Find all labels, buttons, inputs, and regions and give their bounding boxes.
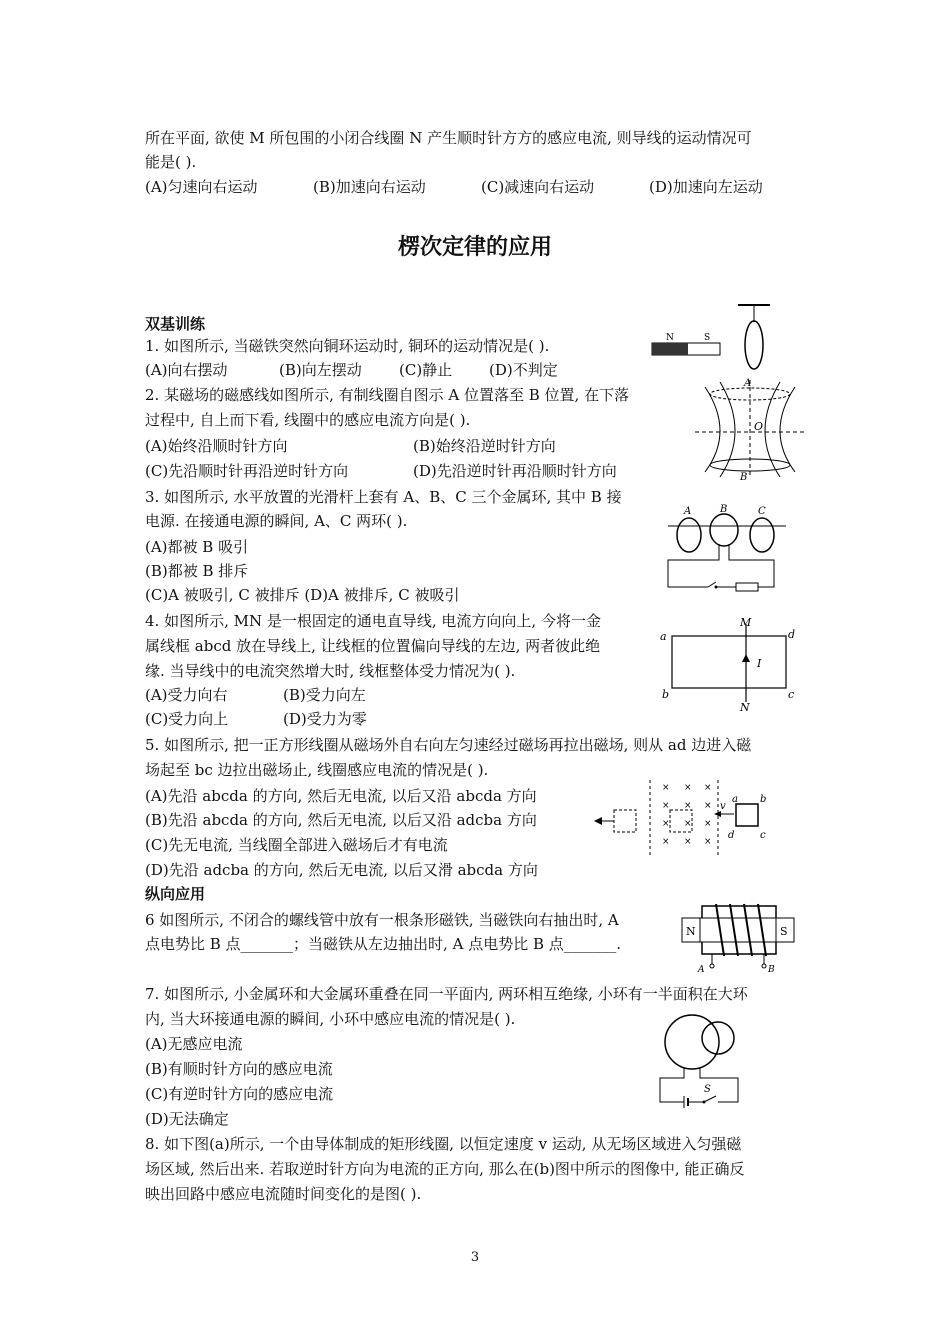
svg-text:I: I [757,657,762,670]
q3-option-b: (B)都被 B 排斥 [145,562,249,580]
q3-option-cd: (C)A 被吸引, C 被排斥 (D)A 被排斥, C 被吸引 [145,586,460,604]
q2-option-c: (C)先沿顺时针再沿逆时针方向 [145,462,349,480]
q2-line-1: 2. 某磁场的磁感线如图所示, 有制线圈自图示 A 位置落至 B 位置, 在下落 [145,386,630,404]
svg-text:×: × [662,783,670,793]
q4-options-row-2 [145,707,367,731]
svg-text:N: N [666,333,674,343]
q8-line-3: 映出回路中感应电流随时间变化的是图( ). [145,1185,422,1203]
svg-text:c: c [760,830,766,841]
q7-option-b: (B)有顺时针方向的感应电流 [145,1060,333,1078]
svg-text:O: O [754,420,764,433]
svg-text:c: c [788,688,795,701]
svg-text:a: a [660,630,667,643]
q3-option-a: (A)都被 B 吸引 [145,538,249,556]
q4-line-2: 属线框 abcd 放在导线上, 让线框的位置偏向导线的左边, 两者彼此绝 [145,637,601,655]
svg-text:×: × [662,819,670,829]
q1-option-b: (B)向左摆动 [279,361,362,379]
svg-text:S: S [780,925,788,938]
q6-line-1: 6 如图所示, 不闭合的螺线管中放有一根条形磁铁, 当磁铁向右抽出时, A [145,911,619,929]
q5-option-d: (D)先沿 adcba 的方向, 然后无电流, 以后又滑 abcda 方向 [145,861,538,879]
page-title: 楞次定律的应用 [397,235,552,260]
q5-option-b: (B)先沿 abcda 的方向, 然后无电流, 以后又沿 adcba 方向 [145,811,537,829]
q4-option-b: (B)受力向左 [283,686,366,704]
q4-options-row-1 [145,683,366,707]
svg-text:×: × [704,801,712,811]
q6-line-2: 点电势比 B 点_______；当磁铁从左边抽出时, A 点电势比 B 点_______. [145,935,622,953]
q5-option-a: (A)先沿 abcda 的方向, 然后无电流, 以后又沿 abcda 方向 [145,787,537,805]
svg-text:B: B [720,504,728,515]
q5-magnetic-field-figure [590,776,775,860]
svg-text:b: b [662,688,670,701]
section-heading-1: 双基训练 [145,315,206,333]
q1-option-c: (C)静止 [399,361,453,379]
q4-option-d: (D)受力为零 [283,710,367,728]
q2-option-d: (D)先沿逆时针再沿顺时针方向 [413,462,617,480]
section-heading-2: 纵向应用 [145,885,206,903]
intro-options [145,175,763,199]
q7-rings-figure [654,1010,744,1110]
svg-text:C: C [758,506,766,517]
svg-text:×: × [684,837,692,847]
page-number: 3 [470,1250,480,1265]
q4-option-c: (C)受力向上 [145,710,229,728]
q7-line-1: 7. 如图所示, 小金属环和大金属环重叠在同一平面内, 两环相互绝缘, 小环有一半面积在大环 [145,985,748,1003]
svg-text:A: A [744,378,752,389]
svg-text:B: B [768,965,775,974]
q1-stem: 1. 如图所示, 当磁铁突然向铜环运动时, 铜环的运动情况是( ). [145,337,550,355]
svg-text:v: v [720,801,726,812]
svg-text:N: N [686,925,696,938]
q6-solenoid-figure [678,890,798,974]
field-cross-marks [662,783,712,847]
q2-option-a: (A)始终沿顺时针方向 [145,437,288,455]
svg-text:d: d [728,830,735,841]
q4-option-a: (A)受力向右 [145,686,228,704]
svg-text:×: × [704,819,712,829]
q3-line-1: 3. 如图所示, 水平放置的光滑杆上套有 A、B、C 三个金属环, 其中 B 接 [145,488,622,506]
q4-line-1: 4. 如图所示, MN 是一根固定的通电直导线, 电流方向向上, 今将一金 [145,612,601,630]
svg-text:a: a [732,794,738,805]
q1-option-d: (D)不判定 [489,361,558,379]
q2-option-b: (B)始终沿逆时针方向 [413,437,556,455]
q2-options-row-1 [145,434,556,458]
intro-line-1: 所在平面, 欲使 M 所包围的小闭合线圈 N 产生顺时针方方的感应电流, 则导线的运动情况可 [145,129,752,147]
q1-magnet-ring-figure [648,300,778,380]
q4-line-3: 缘. 当导线中的电流突然增大时, 线框整体受力情况为( ). [145,662,516,680]
svg-text:S: S [704,1084,711,1095]
intro-option-b: (B)加速向右运动 [313,178,426,196]
intro-line-2: 能是( ). [145,153,197,171]
intro-option-a: (A)匀速向右运动 [145,178,258,196]
svg-text:×: × [684,801,692,811]
q2-line-2: 过程中, 自上而下看, 线圈中的感应电流方向是( ). [145,411,471,429]
svg-text:×: × [662,801,670,811]
svg-text:×: × [684,819,692,829]
svg-text:N: N [740,701,750,714]
q1-options [145,358,558,382]
q8-line-1: 8. 如下图(a)所示, 一个由导体制成的矩形线圈, 以恒定速度 v 运动, 从无场区域进入匀强磁 [145,1135,742,1153]
intro-option-c: (C)减速向右运动 [481,178,595,196]
svg-text:d: d [788,628,796,641]
q7-option-c: (C)有逆时针方向的感应电流 [145,1085,334,1103]
q5-line-1: 5. 如图所示, 把一正方形线圈从磁场外自右向左匀速经过磁场再拉出磁场, 则从 ad 边进入磁 [145,736,752,754]
q1-option-a: (A)向右摆动 [145,361,228,379]
q8-line-2: 场区域, 然后出来. 若取逆时针方向为电流的正方向, 那么在(b)图中所示的图像中, 能正确反 [145,1160,745,1178]
svg-text:×: × [684,783,692,793]
q3-rings-figure [664,500,790,596]
q2-options-row-2 [145,459,617,483]
svg-text:A: A [684,506,692,517]
q7-option-a: (A)无感应电流 [145,1035,243,1053]
q4-wire-frame-figure [654,614,804,714]
intro-option-d: (D)加速向左运动 [649,178,763,196]
svg-text:×: × [662,837,670,847]
svg-text:S: S [704,333,711,343]
q7-line-2: 内, 当大环接通电源的瞬间, 小环中感应电流的情况是( ). [145,1010,516,1028]
svg-text:×: × [704,837,712,847]
q3-line-2: 电源. 在接通电源的瞬间, A、C 两环( ). [145,512,408,530]
svg-text:A: A [698,965,705,974]
copper-ring [745,321,763,369]
svg-text:b: b [760,794,767,805]
svg-text:B: B [740,472,748,482]
svg-text:×: × [704,783,712,793]
q5-line-2: 场起至 bc 边拉出磁场止, 线圈感应电流的情况是( ). [145,761,489,779]
q5-option-c: (C)先无电流, 当线圈全部进入磁场后才有电流 [145,836,448,854]
svg-text:M: M [740,616,752,629]
q7-option-d: (D)无法确定 [145,1110,229,1128]
q2-field-lines-figure [690,372,810,482]
